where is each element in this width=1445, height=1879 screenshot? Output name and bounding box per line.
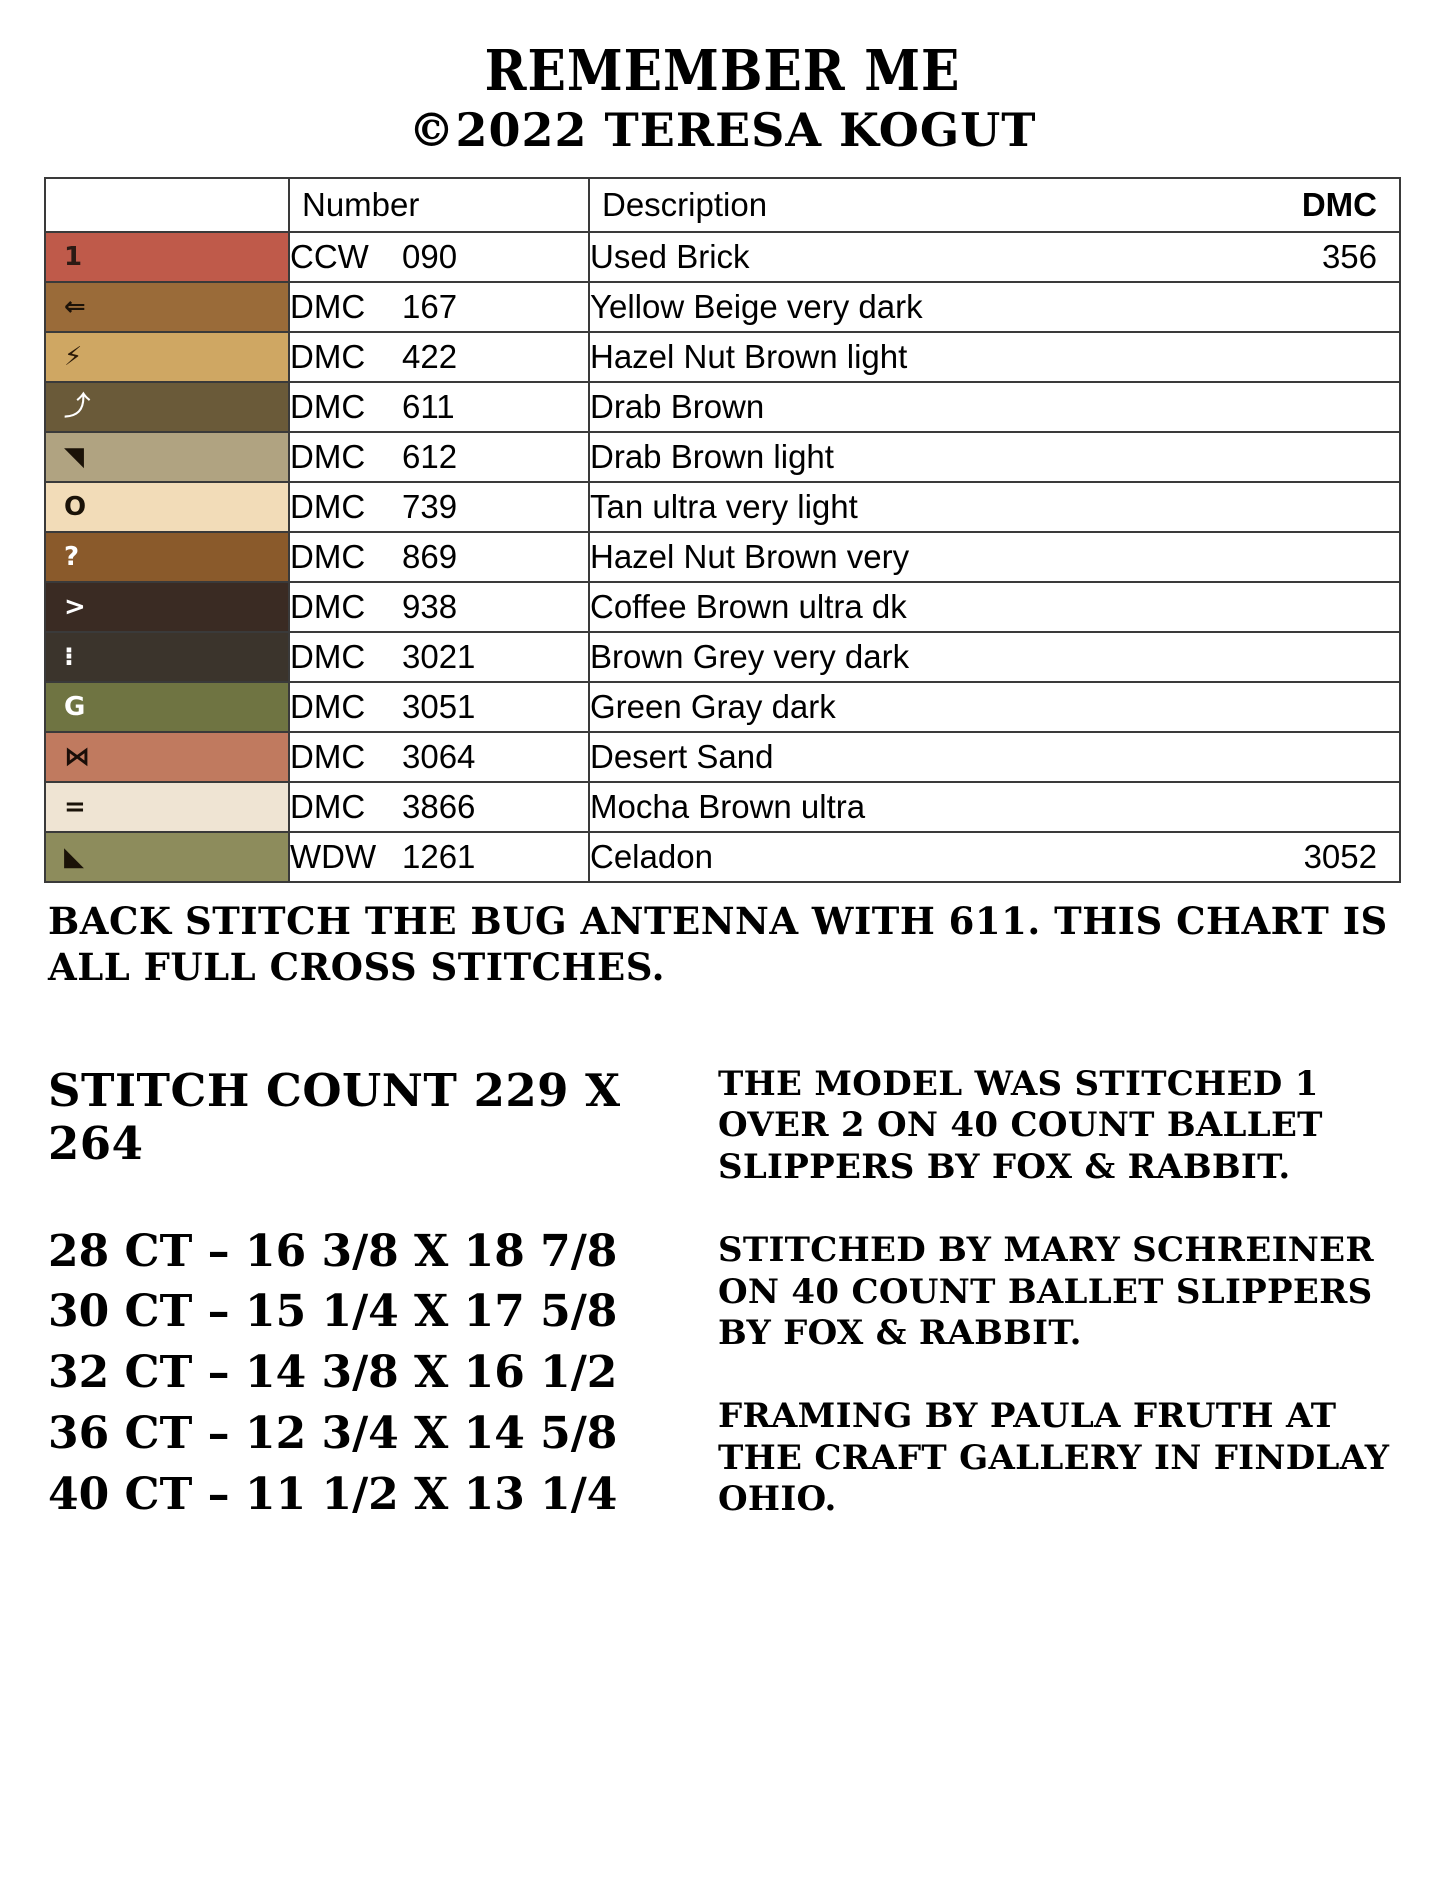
- floss-brand: DMC: [290, 638, 366, 676]
- floss-brand: DMC: [290, 588, 366, 626]
- floss-description: Desert Sand: [590, 738, 774, 776]
- floss-code: 3021: [402, 638, 476, 676]
- left-arrow-symbol: ⇐: [64, 292, 86, 323]
- stitch-count-label: STITCH COUNT 229 X 264: [48, 1063, 621, 1170]
- floss-description: Hazel Nut Brown very: [590, 538, 910, 576]
- floss-code: 422: [402, 338, 458, 376]
- floss-brand: DMC: [290, 338, 366, 376]
- floss-description-cell: [589, 732, 1399, 782]
- dmc-equivalent: 356: [1321, 238, 1377, 276]
- floss-code: 612: [402, 438, 458, 476]
- floss-number-cell: [289, 332, 589, 382]
- fabric-size-line: 32 CT – 14 3/8 X 16 1/2: [48, 1347, 618, 1399]
- letter-o-symbol: O: [64, 492, 87, 523]
- floss-brand: DMC: [290, 438, 366, 476]
- floss-number-cell: [289, 282, 589, 332]
- floss-description: Brown Grey very dark: [590, 638, 910, 676]
- swatch-inner: [46, 433, 288, 481]
- floss-code: 3064: [402, 738, 476, 776]
- floss-number-cell: [289, 632, 589, 682]
- color-swatch-cell: [46, 682, 289, 732]
- floss-code: 090: [402, 238, 458, 276]
- color-swatch-cell: [46, 232, 289, 282]
- floss-code: 869: [402, 538, 458, 576]
- floss-description: Coffee Brown ultra dk: [590, 588, 907, 626]
- floss-number-cell: [289, 732, 589, 782]
- floss-number-cell: [289, 582, 589, 632]
- question-mark-symbol: ?: [64, 542, 80, 573]
- floss-brand: WDW: [290, 838, 377, 876]
- floss-brand: DMC: [290, 538, 366, 576]
- floss-description: Mocha Brown ultra: [590, 788, 866, 826]
- table-header-row: [46, 179, 1399, 232]
- color-swatch-cell: [46, 582, 289, 632]
- floss-description-cell: [589, 282, 1399, 332]
- swatch-inner: [46, 533, 288, 581]
- stitch-notes: BACK STITCH THE BUG ANTENNA WITH 611. THIS CHART IS ALL FULL CROSS STITCHES.: [48, 899, 1388, 989]
- floss-description-cell: [589, 232, 1399, 282]
- floss-description-cell: [589, 832, 1399, 882]
- floss-description-cell: [589, 682, 1399, 732]
- floss-number-cell: [289, 432, 589, 482]
- credits-column: [688, 1064, 1397, 1526]
- color-swatch-cell: [46, 482, 289, 532]
- color-swatch-cell: [46, 832, 289, 882]
- swatch-inner: [46, 683, 288, 731]
- floss-description-cell: [589, 532, 1399, 582]
- floss-number-cell: [289, 382, 589, 432]
- header-description-cell: [589, 179, 1399, 232]
- filled-corner-symbol: ◣: [64, 842, 84, 873]
- floss-description-cell: [589, 582, 1399, 632]
- table-row: [46, 632, 1399, 682]
- header-description: Description: [602, 186, 768, 224]
- table-row: [46, 282, 1399, 332]
- floss-description: Celadon: [590, 838, 713, 876]
- floss-description: Green Gray dark: [590, 688, 836, 726]
- floss-description: Drab Brown: [590, 388, 765, 426]
- floss-brand: DMC: [290, 688, 366, 726]
- credit-block: STITCHED BY MARY SCHREINER ON 40 COUNT BALLET SLIPPERS BY FOX & RABBIT.: [718, 1230, 1374, 1353]
- table-row: [46, 832, 1399, 882]
- floss-code: 938: [402, 588, 458, 626]
- page-title: REMEMBER ME: [484, 38, 961, 104]
- letter-g-symbol: G: [64, 692, 86, 723]
- floss-description: Yellow Beige very dark: [590, 288, 923, 326]
- floss-number-cell: [289, 232, 589, 282]
- fabric-size-list: [48, 1222, 688, 1526]
- table-row: [46, 382, 1399, 432]
- floss-description: Tan ultra very light: [590, 488, 858, 526]
- color-swatch-cell: [46, 382, 289, 432]
- greater-than-symbol: >: [64, 592, 86, 623]
- floss-code: 3051: [402, 688, 476, 726]
- table-row: [46, 582, 1399, 632]
- floss-number-cell: [289, 532, 589, 582]
- table-row: [46, 732, 1399, 782]
- legend-body: [46, 179, 1399, 882]
- size-column: [48, 1064, 688, 1526]
- floss-description-cell: [589, 632, 1399, 682]
- floss-code: 167: [402, 288, 458, 326]
- digit-one-symbol: 1: [64, 242, 83, 273]
- swatch-inner: [46, 583, 288, 631]
- fabric-size-line: 40 CT – 11 1/2 X 13 1/4: [48, 1468, 618, 1520]
- fabric-size-line: 36 CT – 12 3/4 X 14 5/8: [48, 1407, 618, 1459]
- floss-description-cell: [589, 382, 1399, 432]
- swatch-inner: [46, 283, 288, 331]
- swatch-inner: [46, 233, 288, 281]
- floss-description: Drab Brown light: [590, 438, 834, 476]
- title-block: [0, 0, 1445, 155]
- swatch-inner: [46, 333, 288, 381]
- color-swatch-cell: [46, 732, 289, 782]
- copyright-line: ©2022 TERESA KOGUT: [408, 102, 1037, 157]
- floss-description: Hazel Nut Brown light: [590, 338, 908, 376]
- table-row: [46, 782, 1399, 832]
- table-row: [46, 432, 1399, 482]
- vertical-dots-symbol: ⁝: [64, 642, 74, 673]
- table-row: [46, 482, 1399, 532]
- corner-square-symbol: ◥: [64, 442, 84, 473]
- color-swatch-cell: [46, 632, 289, 682]
- floss-number-cell: [289, 482, 589, 532]
- color-swatch-cell: [46, 432, 289, 482]
- swatch-inner: [46, 383, 288, 431]
- floss-brand: DMC: [290, 488, 366, 526]
- credit-block: THE MODEL WAS STITCHED 1 OVER 2 ON 40 COUNT BALLET SLIPPERS BY FOX & RABBIT.: [718, 1063, 1323, 1187]
- floss-description-cell: [589, 432, 1399, 482]
- floss-brand: DMC: [290, 788, 366, 826]
- floss-brand: DMC: [290, 738, 366, 776]
- color-swatch-cell: [46, 782, 289, 832]
- lower-section: [48, 1064, 1397, 1526]
- floss-legend: [44, 177, 1401, 883]
- floss-description-cell: [589, 332, 1399, 382]
- header-dmc: DMC: [1301, 186, 1377, 224]
- floss-description-cell: [589, 482, 1399, 532]
- color-swatch-cell: [46, 282, 289, 332]
- fabric-size-line: 28 CT – 16 3/8 X 18 7/8: [48, 1225, 618, 1277]
- fabric-size-line: 30 CT – 15 1/4 X 17 5/8: [48, 1286, 618, 1338]
- equals-symbol: =: [64, 792, 86, 823]
- header-number: Number: [289, 179, 589, 232]
- floss-code: 611: [402, 388, 455, 426]
- floss-code: 739: [402, 488, 458, 526]
- floss-brand: DMC: [290, 288, 366, 326]
- floss-code: 3866: [402, 788, 476, 826]
- anchor-symbol: ⤴: [64, 392, 91, 423]
- table-row: [46, 332, 1399, 382]
- floss-number-cell: [289, 782, 589, 832]
- swatch-inner: [46, 733, 288, 781]
- bowtie-symbol: ⋈: [64, 742, 90, 773]
- color-swatch-cell: [46, 532, 289, 582]
- table-row: [46, 682, 1399, 732]
- color-swatch-cell: [46, 332, 289, 382]
- floss-number-cell: [289, 832, 589, 882]
- table-row: [46, 532, 1399, 582]
- floss-description-cell: [589, 782, 1399, 832]
- floss-number-cell: [289, 682, 589, 732]
- floss-code: 1261: [402, 838, 476, 876]
- floss-brand: CCW: [290, 238, 369, 276]
- floss-description: Used Brick: [590, 238, 750, 276]
- dmc-equivalent: 3052: [1303, 838, 1377, 876]
- swatch-inner: [46, 833, 288, 881]
- floss-brand: DMC: [290, 388, 366, 426]
- credit-block: FRAMING BY PAULA FRUTH AT THE CRAFT GALLERY IN FINDLAY OHIO.: [718, 1396, 1390, 1520]
- header-swatch-cell: [46, 179, 289, 232]
- swatch-inner: [46, 783, 288, 831]
- legend-table: [46, 179, 1399, 883]
- swatch-inner: [46, 483, 288, 531]
- swatch-inner: [46, 633, 288, 681]
- table-row: [46, 232, 1399, 282]
- lightning-bolt-symbol: ⚡: [64, 342, 83, 373]
